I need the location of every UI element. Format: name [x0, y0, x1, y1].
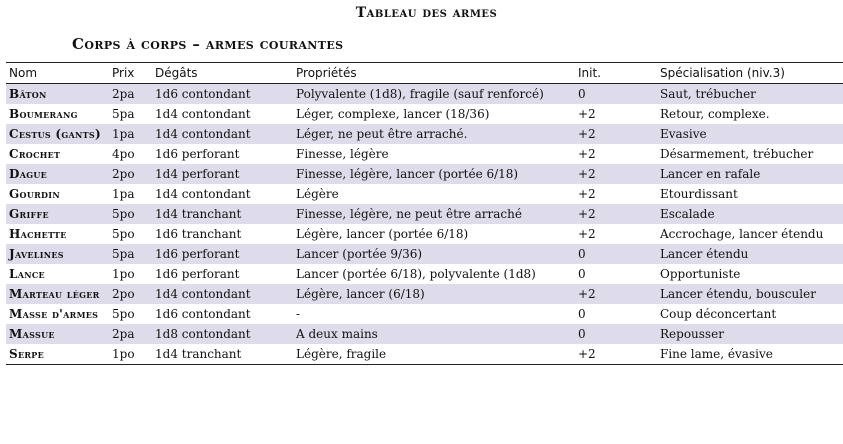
cell-init: +2 — [578, 207, 596, 221]
cell-init: 0 — [578, 247, 586, 261]
cell-specialisation: Lancer étendu — [660, 247, 749, 261]
cell-degats: 1d6 tranchant — [155, 227, 242, 241]
cell-specialisation: Retour, complexe. — [660, 107, 770, 121]
table-row — [6, 144, 843, 164]
cell-specialisation: Evasive — [660, 127, 707, 141]
column-header-init: Init. — [578, 66, 601, 80]
cell-proprietes: Lancer (portée 9/36) — [296, 247, 423, 261]
cell-nom: Gourdin — [9, 187, 60, 201]
table-row — [6, 164, 843, 184]
cell-nom: Hachette — [9, 227, 67, 241]
cell-prix: 1po — [112, 347, 135, 361]
cell-init: +2 — [578, 147, 596, 161]
cell-specialisation: Désarmement, trébucher — [660, 147, 814, 161]
cell-init: +2 — [578, 347, 596, 361]
cell-specialisation: Coup déconcertant — [660, 307, 777, 321]
table-row — [6, 184, 843, 204]
cell-init: +2 — [578, 107, 596, 121]
cell-prix: 5pa — [112, 107, 135, 121]
cell-proprietes: Léger, complexe, lancer (18/36) — [296, 107, 490, 121]
cell-nom: Massue — [9, 327, 55, 341]
cell-prix: 5po — [112, 207, 135, 221]
cell-specialisation: Fine lame, évasive — [660, 347, 773, 361]
cell-degats: 1d4 contondant — [155, 107, 251, 121]
cell-nom: Lance — [9, 267, 45, 281]
cell-proprietes: Léger, ne peut être arraché. — [296, 127, 468, 141]
cell-proprietes: Finesse, légère — [296, 147, 389, 161]
cell-prix: 5pa — [112, 247, 135, 261]
cell-init: +2 — [578, 227, 596, 241]
cell-nom: Javelines — [9, 247, 64, 261]
cell-proprietes: Lancer (portée 6/18), polyvalente (1d8) — [296, 267, 536, 281]
cell-proprietes: Légère, lancer (portée 6/18) — [296, 227, 469, 241]
section-title: Corps à corps – armes courantes — [72, 35, 344, 53]
cell-degats: 1d6 perforant — [155, 147, 240, 161]
cell-degats: 1d4 tranchant — [155, 347, 242, 361]
cell-degats: 1d6 contondant — [155, 307, 251, 321]
column-header-specialisation: Spécialisation (niv.3) — [660, 66, 785, 80]
cell-nom: Serpe — [9, 347, 45, 361]
cell-init: 0 — [578, 327, 586, 341]
table-row — [6, 264, 843, 284]
cell-nom: Dague — [9, 167, 48, 181]
cell-proprietes: - — [296, 307, 301, 321]
cell-specialisation: Accrochage, lancer étendu — [660, 227, 824, 241]
cell-specialisation: Saut, trébucher — [660, 87, 756, 101]
cell-degats: 1d4 tranchant — [155, 207, 242, 221]
cell-init: +2 — [578, 287, 596, 301]
cell-prix: 5po — [112, 227, 135, 241]
cell-nom: Cestus (gants) — [9, 127, 101, 141]
cell-init: +2 — [578, 127, 596, 141]
cell-degats: 1d6 perforant — [155, 247, 240, 261]
cell-proprietes: Légère, lancer (6/18) — [296, 287, 425, 301]
cell-prix: 1pa — [112, 127, 135, 141]
cell-nom: Marteau léger — [9, 287, 100, 301]
cell-nom: Boumerang — [9, 107, 78, 121]
cell-specialisation: Repousser — [660, 327, 724, 341]
cell-specialisation: Etourdissant — [660, 187, 738, 201]
table-row — [6, 344, 843, 365]
cell-prix: 1po — [112, 267, 135, 281]
table-row — [6, 304, 843, 324]
cell-prix: 5po — [112, 307, 135, 321]
table-row — [6, 204, 843, 224]
cell-proprietes: Légère, fragile — [296, 347, 387, 361]
table-row — [6, 284, 843, 304]
cell-degats: 1d4 contondant — [155, 127, 251, 141]
document-title: Tableau des armes — [355, 5, 498, 21]
cell-degats: 1d6 contondant — [155, 87, 251, 101]
column-header-prix: Prix — [112, 66, 135, 80]
column-header-proprietes: Propriétés — [296, 66, 357, 80]
cell-init: +2 — [578, 167, 596, 181]
table-row — [6, 244, 843, 264]
cell-init: +2 — [578, 187, 596, 201]
cell-prix: 4po — [112, 147, 135, 161]
cell-prix: 2pa — [112, 327, 135, 341]
cell-prix: 2pa — [112, 87, 135, 101]
cell-prix: 2po — [112, 287, 135, 301]
cell-proprietes: A deux mains — [296, 327, 378, 341]
cell-proprietes: Polyvalente (1d8), fragile (sauf renforcé) — [296, 87, 544, 101]
cell-degats: 1d4 contondant — [155, 287, 251, 301]
cell-prix: 2po — [112, 167, 135, 181]
cell-degats: 1d4 contondant — [155, 187, 251, 201]
cell-specialisation: Escalade — [660, 207, 715, 221]
cell-specialisation: Opportuniste — [660, 267, 741, 281]
cell-degats: 1d8 contondant — [155, 327, 251, 341]
cell-prix: 1pa — [112, 187, 135, 201]
table-row — [6, 104, 843, 124]
table-body — [6, 84, 843, 365]
cell-init: 0 — [578, 307, 586, 321]
cell-degats: 1d6 perforant — [155, 267, 240, 281]
cell-proprietes: Finesse, légère, ne peut être arraché — [296, 207, 522, 221]
cell-init: 0 — [578, 87, 586, 101]
cell-degats: 1d4 perforant — [155, 167, 240, 181]
header-row — [6, 63, 843, 84]
column-header-nom: Nom — [9, 66, 38, 80]
cell-nom: Griffe — [9, 207, 49, 221]
cell-proprietes: Légère — [296, 187, 339, 201]
weapons-table — [6, 62, 843, 365]
cell-nom: Bâton — [9, 87, 47, 101]
table-row — [6, 324, 843, 344]
cell-nom: Masse d'armes — [9, 307, 99, 321]
table-row — [6, 224, 843, 244]
column-header-degats: Dégâts — [155, 66, 198, 80]
cell-proprietes: Finesse, légère, lancer (portée 6/18) — [296, 167, 519, 181]
table-header — [6, 63, 843, 84]
cell-init: 0 — [578, 267, 586, 281]
cell-specialisation: Lancer en rafale — [660, 167, 761, 181]
cell-specialisation: Lancer étendu, bousculer — [660, 287, 816, 301]
cell-nom: Crochet — [9, 147, 61, 161]
table-row — [6, 84, 843, 105]
table-row — [6, 124, 843, 144]
